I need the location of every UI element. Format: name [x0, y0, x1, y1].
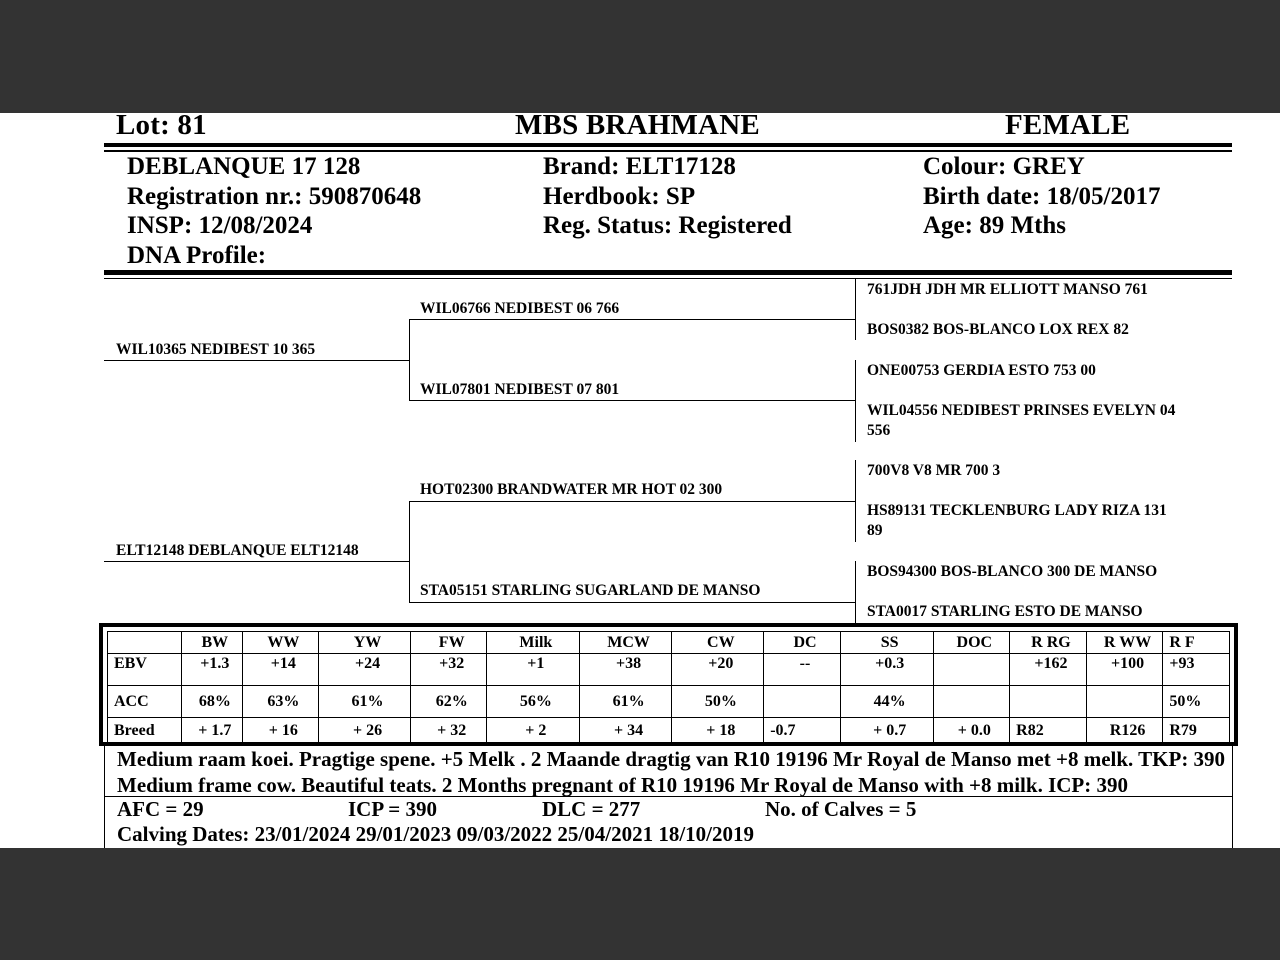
pedigree-dam-sire: HOT02300 BRANDWATER MR HOT 02 300 [420, 481, 723, 498]
table-cell: 44% [840, 686, 933, 718]
table-cell: 63% [243, 686, 319, 718]
table-header: R F [1163, 632, 1230, 654]
table-header [108, 632, 182, 654]
table-header: YW [318, 632, 411, 654]
pedigree-sire-dam: WIL07801 NEDIBEST 07 801 [420, 381, 620, 398]
pedigree-gg-4: WIL04556 NEDIBEST PRINSES EVELYN 04 [867, 402, 1176, 419]
age: Age: 89 Mths [923, 212, 1067, 239]
calving-dates: Calving Dates: 23/01/2024 29/01/2023 09/03/2022 25/04/2021 18/10/2019 [117, 822, 755, 846]
pedigree-dam: ELT12148 DEBLANQUE ELT12148 [116, 542, 359, 559]
pedigree-line [409, 400, 855, 401]
table-cell: + 0.7 [840, 718, 933, 745]
table-row [108, 654, 1230, 686]
table-cell: +1.3 [181, 654, 242, 686]
brand: Brand: ELT17128 [543, 153, 736, 180]
ebv-table-frame [99, 623, 1238, 746]
info-rule-thin [104, 278, 1232, 279]
table-cell: + 18 [672, 718, 764, 745]
table-header: R WW [1086, 632, 1163, 654]
pedigree-sire-sire: WIL06766 NEDIBEST 06 766 [420, 300, 620, 317]
pedigree-line [409, 319, 410, 401]
ebv-table [107, 631, 1230, 745]
table-row [108, 718, 1230, 745]
table-cell: R82 [1010, 718, 1087, 745]
calves-count: No. of Calves = 5 [765, 797, 917, 821]
pedigree-line [409, 501, 855, 502]
calving-box [104, 797, 1233, 848]
table-cell: +20 [672, 654, 764, 686]
table-cell: +1 [486, 654, 579, 686]
comments-box [104, 746, 1233, 797]
table-cell: + 0.0 [933, 718, 1010, 745]
dlc-value: DLC = 277 [542, 797, 641, 821]
pedigree-gg-2: BOS0382 BOS-BLANCO LOX REX 82 [867, 321, 1129, 338]
row-label: Breed [108, 718, 182, 745]
colour: Colour: GREY [923, 153, 1085, 180]
table-header: DC [764, 632, 841, 654]
table-cell [764, 686, 841, 718]
pedigree-gg-4-cont: 556 [867, 422, 891, 439]
birth-date: Birth date: 18/05/2017 [923, 182, 1161, 210]
inspection-date: INSP: 12/08/2024 [127, 212, 313, 239]
table-cell: 56% [486, 686, 579, 718]
table-cell: + 26 [318, 718, 411, 745]
pedigree-line [409, 319, 855, 320]
animal-info-col3 [923, 152, 1161, 241]
row-label: EBV [108, 654, 182, 686]
table-header: DOC [933, 632, 1010, 654]
table-header: Milk [486, 632, 579, 654]
pedigree-sire: WIL10365 NEDIBEST 10 365 [116, 341, 316, 358]
pedigree-gg-8: STA0017 STARLING ESTO DE MANSO [867, 603, 1143, 620]
icp-value: ICP = 390 [348, 797, 437, 821]
table-cell: + 2 [486, 718, 579, 745]
table-cell: -0.7 [764, 718, 841, 745]
row-label: ACC [108, 686, 182, 718]
pedigree-gg-7: BOS94300 BOS-BLANCO 300 DE MANSO [867, 563, 1158, 580]
table-cell: 62% [411, 686, 487, 718]
pedigree-gg-6: HS89131 TECKLENBURG LADY RIZA 131 [867, 502, 1167, 519]
table-cell: + 1.7 [181, 718, 242, 745]
dna-profile: DNA Profile: [127, 241, 267, 269]
pedigree-line [104, 360, 409, 361]
table-cell [933, 654, 1010, 686]
registration-status: Reg. Status: Registered [543, 212, 792, 239]
pedigree-gg-1: 761JDH JDH MR ELLIOTT MANSO 761 [867, 281, 1148, 298]
animal-info-col1 [127, 152, 421, 270]
table-cell: +100 [1086, 654, 1163, 686]
table-cell: +93 [1163, 654, 1230, 686]
pedigree-line [104, 561, 409, 562]
pedigree-gg-5: 700V8 V8 MR 700 3 [867, 462, 1001, 479]
table-cell: 68% [181, 686, 242, 718]
table-cell: R79 [1163, 718, 1230, 745]
table-cell: 50% [672, 686, 764, 718]
table-header: CW [672, 632, 764, 654]
table-cell: R126 [1086, 718, 1163, 745]
pedigree-line [409, 602, 855, 603]
table-header: BW [181, 632, 242, 654]
table-header: MCW [579, 632, 672, 654]
header-rule-thick [104, 143, 1232, 147]
pedigree-line [855, 561, 856, 623]
afc-value: AFC = 29 [117, 797, 204, 821]
table-cell: +38 [579, 654, 672, 686]
pedigree-line [409, 501, 410, 603]
pedigree-line [855, 360, 856, 442]
table-cell: + 16 [243, 718, 319, 745]
registration-number: Registration nr.: 590870648 [127, 182, 422, 210]
info-rule-thick [104, 270, 1232, 275]
table-cell: -- [764, 654, 841, 686]
sex-label: FEMALE [1005, 109, 1131, 141]
pedigree-dam-dam: STA05151 STARLING SUGARLAND DE MANSO [420, 582, 761, 599]
pedigree-line [855, 460, 856, 542]
table-cell [1086, 686, 1163, 718]
animal-info-col2 [543, 152, 792, 241]
table-cell: +32 [411, 654, 487, 686]
table-cell: 61% [318, 686, 411, 718]
table-header: WW [243, 632, 319, 654]
lot-number: Lot: 81 [116, 109, 207, 141]
ebv-header-row [108, 632, 1230, 654]
table-cell [1010, 686, 1087, 718]
table-header: R RG [1010, 632, 1087, 654]
table-cell: + 32 [411, 718, 487, 745]
table-header: FW [411, 632, 487, 654]
table-cell [933, 686, 1010, 718]
table-row [108, 686, 1230, 718]
table-cell: 50% [1163, 686, 1230, 718]
catalogue-page [0, 109, 1280, 848]
table-header: SS [840, 632, 933, 654]
herdbook: Herdbook: SP [543, 182, 696, 210]
comments-text: Medium raam koei. Pragtige spene. +5 Melk . 2 Maande dragtig van R10 19196 Mr Royal de Manso met +8 melk. TKP: 390 Medium frame cow. Beautiful teats. 2 Months pregnant of R10 19196 Mr Royal de Manso with +8 milk. ICP: 390 [117, 747, 1226, 797]
animal-name: DEBLANQUE 17 128 [127, 153, 361, 180]
table-cell: +14 [243, 654, 319, 686]
pedigree-line [855, 279, 856, 340]
table-cell: + 34 [579, 718, 672, 745]
table-cell: 61% [579, 686, 672, 718]
pedigree-gg-3: ONE00753 GERDIA ESTO 753 00 [867, 362, 1096, 379]
breeder-name: MBS BRAHMANE [515, 109, 760, 141]
table-cell: +162 [1010, 654, 1087, 686]
table-cell: +24 [318, 654, 411, 686]
table-cell: +0.3 [840, 654, 933, 686]
pedigree-gg-6-cont: 89 [867, 522, 883, 539]
